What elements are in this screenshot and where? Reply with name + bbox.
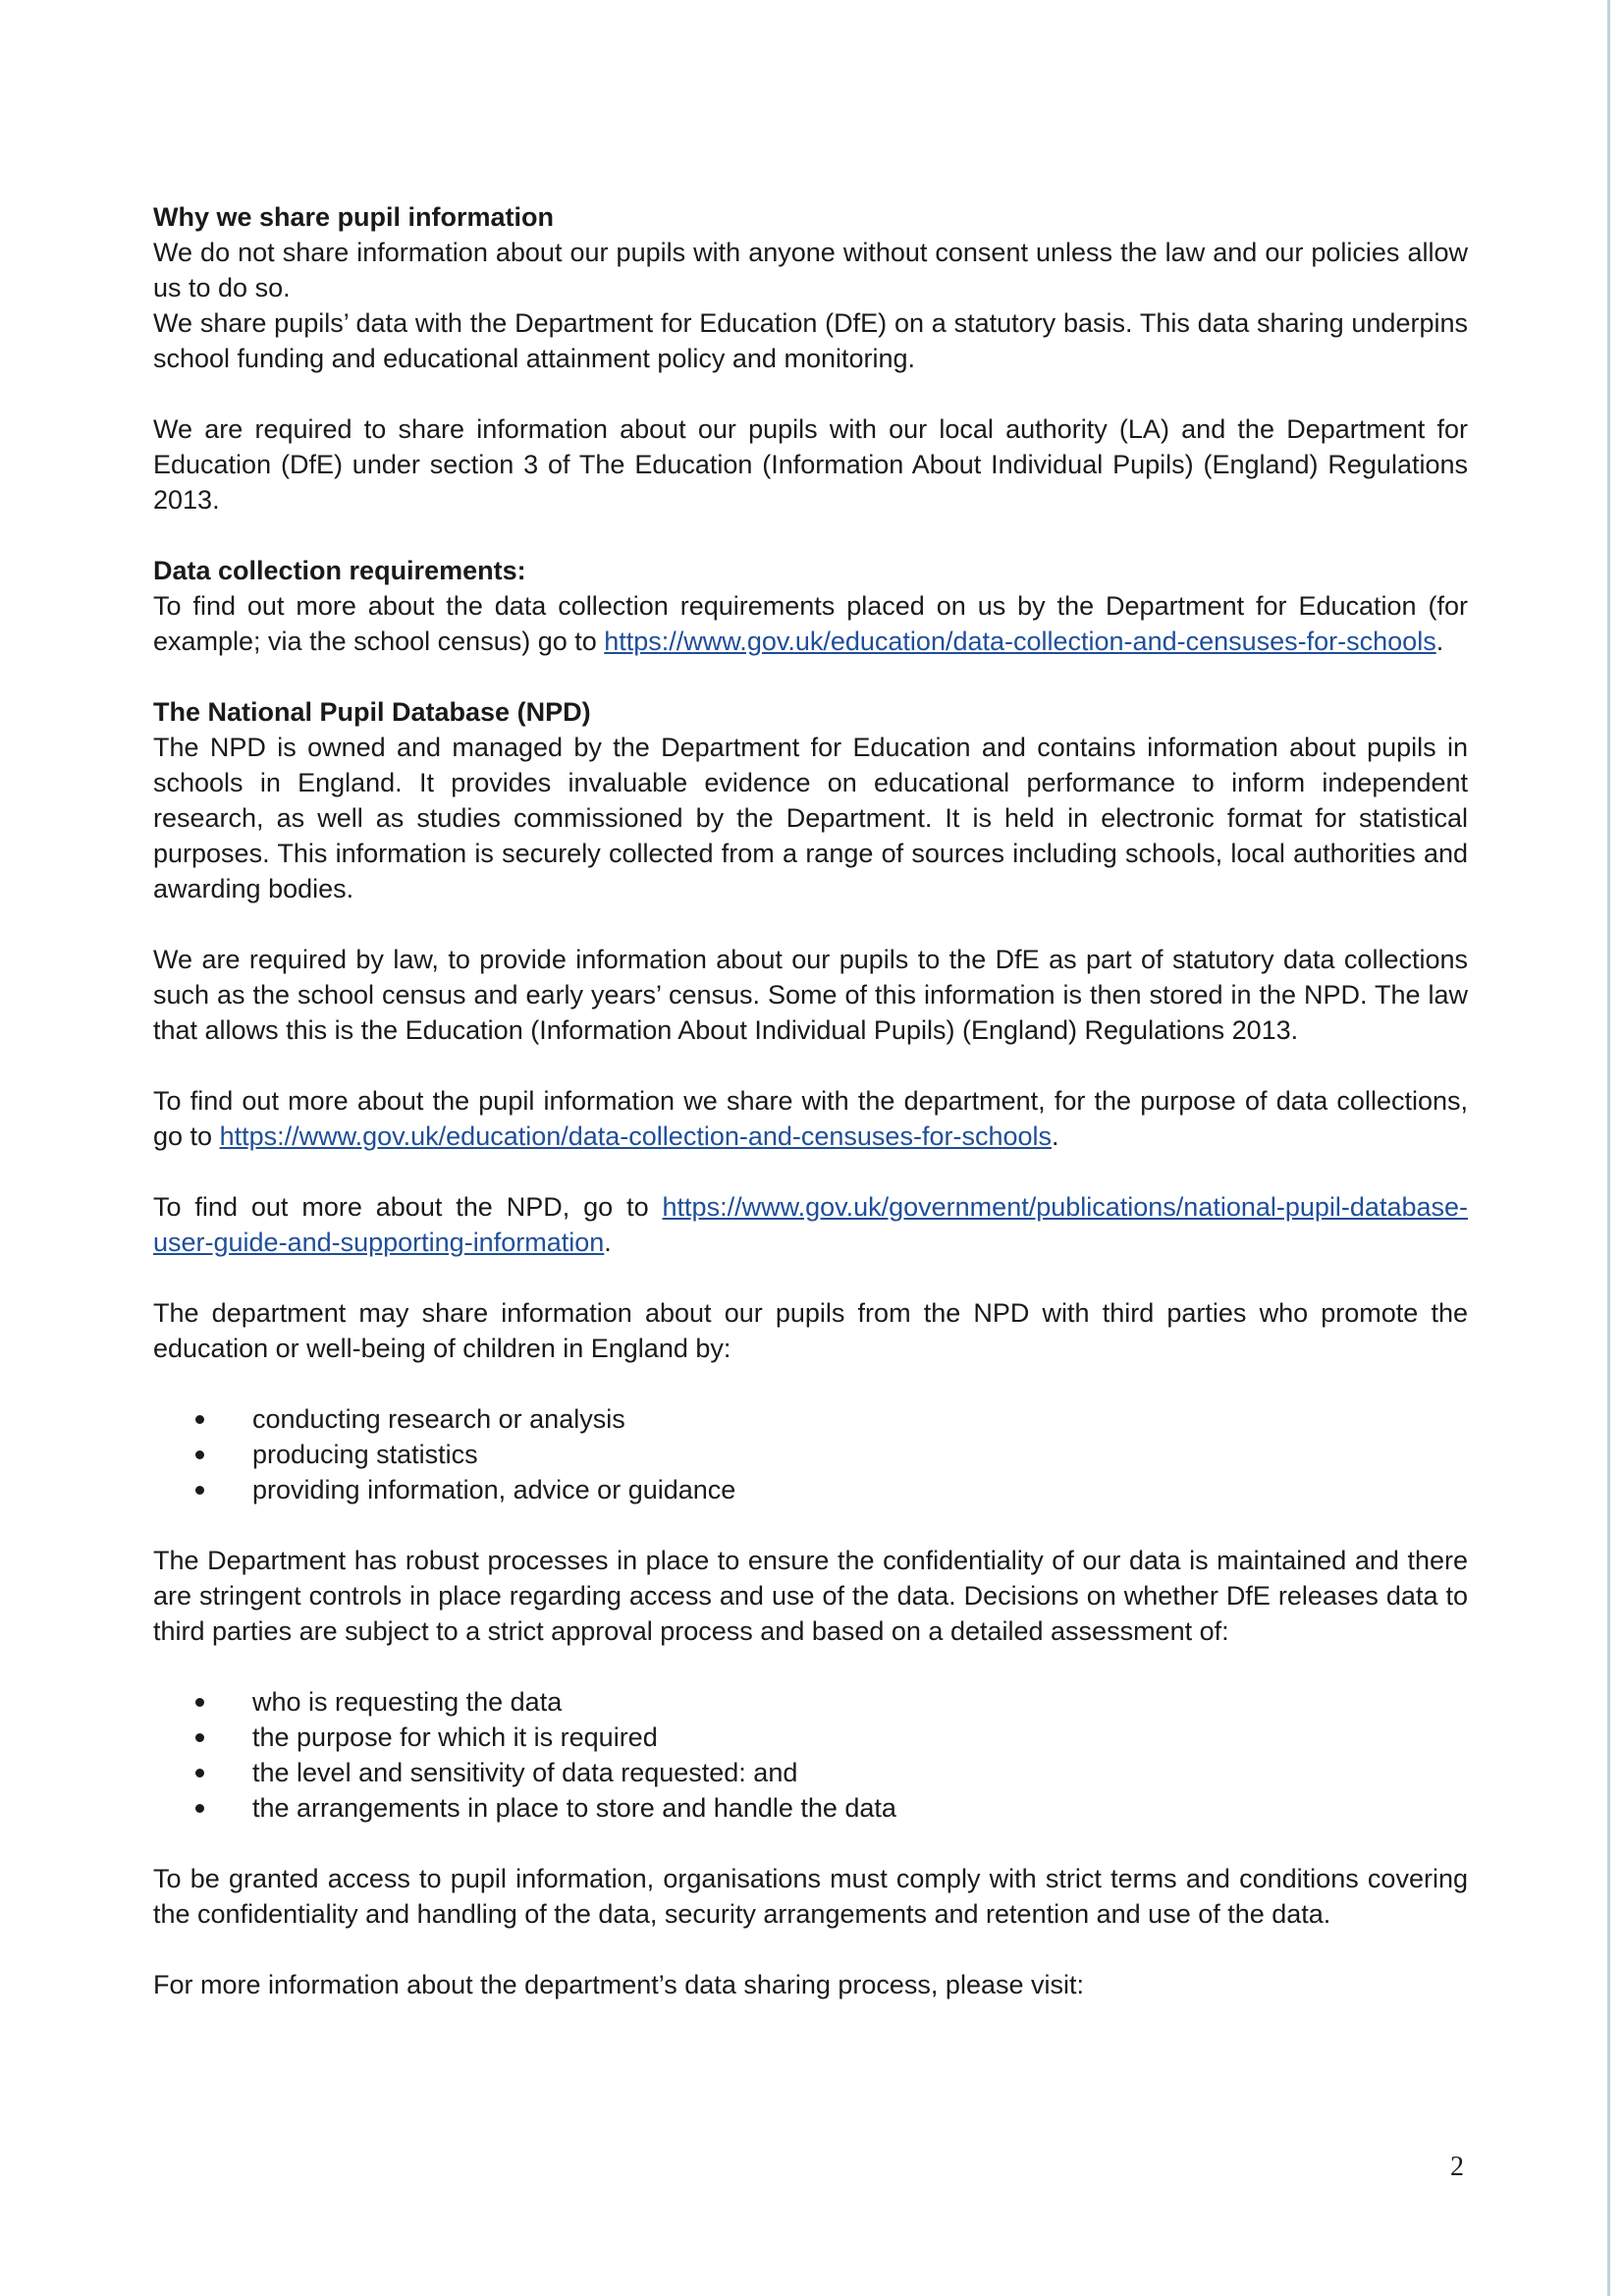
paragraph: We are required to share information about our pupils with our local authority (LA) and the Department for Education (DfE) under section 3 of The Education (Information About Individual Pupils) (England) Regulations 2013. (153, 414, 1468, 515)
list-item-text: the arrangements in place to store and handle the data (252, 1793, 896, 1823)
bullet-icon (195, 1415, 204, 1424)
list-item-text: conducting research or analysis (252, 1404, 625, 1434)
link-data-collection-censuses[interactable]: https://www.gov.uk/education/data-collection-and-censuses-for-schools (219, 1121, 1052, 1151)
list-item (153, 1437, 1468, 1472)
list-item (153, 1755, 1468, 1790)
bullet-icon (195, 1733, 204, 1742)
paragraph: We do not share information about our pupils with anyone without consent unless the law and our policies allow us to do so. (153, 238, 1468, 302)
paragraph: To be granted access to pupil information, organisations must comply with strict terms and conditions covering the confidentiality and handling of the data, security arrangements and retention and use of the data. (153, 1864, 1468, 1929)
list-item-text: providing information, advice or guidance (252, 1475, 736, 1504)
paragraph (153, 1083, 1468, 1154)
paragraph: We are required by law, to provide information about our pupils to the DfE as part of statutory data collections such as the school census and early years’ census. Some of this information is then stored in the NPD. The law that allows this is the Education (Information About Individual Pupils) (England) Regulations 2013. (153, 945, 1468, 1045)
paragraph: We share pupils’ data with the Department for Education (DfE) on a statutory basis. This data sharing underpins school funding and educational attainment policy and monitoring. (153, 308, 1468, 373)
bullet-list-assessment-criteria (153, 1684, 1468, 1826)
list-item-text: the level and sensitivity of data requested: and (252, 1758, 798, 1787)
bullet-icon (195, 1804, 204, 1813)
list-item-text: the purpose for which it is required (252, 1722, 658, 1752)
list-item (153, 1790, 1468, 1826)
paragraph: For more information about the department’s data sharing process, please visit: (153, 1970, 1084, 1999)
list-item-text: producing statistics (252, 1440, 478, 1469)
list-item (153, 1684, 1468, 1720)
paragraph-text: To find out more about the pupil information we share with the department, for the purpose of data collections, go to (153, 1086, 1468, 1151)
bullet-icon (195, 1698, 204, 1707)
bullet-icon (195, 1486, 204, 1495)
paragraph: The NPD is owned and managed by the Department for Education and contains information about pupils in schools in England. It provides invaluable evidence on educational performance to inform independent research, as well as studies commissioned by the Department. It is held in electronic format for statistical purposes. This information is securely collected from a range of sources including schools, local authorities and awarding bodies. (153, 733, 1468, 903)
paragraph: The department may share information about our pupils from the NPD with third parties who promote the education or well-being of children in England by: (153, 1298, 1468, 1363)
bullet-list-third-party-purposes (153, 1401, 1468, 1507)
page-number: 2 (1450, 2152, 1464, 2182)
punctuation: . (604, 1228, 612, 1257)
heading-why-share: Why we share pupil information (153, 202, 555, 232)
punctuation: . (1435, 627, 1444, 656)
paragraph: The Department has robust processes in place to ensure the confidentiality of our data is maintained and there are stringent controls in place regarding access and use of the data. Decisions on whether DfE releases data to third parties are subject to a strict approval process and based on a detailed assessment of: (153, 1546, 1468, 1646)
list-item-text: who is requesting the data (252, 1687, 563, 1717)
paragraph (153, 1189, 1468, 1260)
list-item (153, 1401, 1468, 1437)
list-item (153, 1720, 1468, 1755)
link-data-collection[interactable]: https://www.gov.uk/education/data-collection-and-censuses-for-schools (604, 627, 1436, 656)
page-edge-line (1607, 0, 1610, 2296)
paragraph-text: To find out more about the data collection requirements placed on us by the Department for Education (for example; via the school census) go to (153, 591, 1468, 656)
heading-npd: The National Pupil Database (NPD) (153, 697, 591, 727)
paragraph (153, 588, 1468, 659)
heading-data-collection: Data collection requirements: (153, 556, 526, 585)
punctuation: . (1052, 1121, 1059, 1151)
paragraph-text: To find out more about the NPD, go to (153, 1192, 663, 1222)
list-item (153, 1472, 1468, 1507)
link-npd-user-guide[interactable]: https://www.gov.uk/government/publications/national-pupil-database-user-guide-and-supporting-information (153, 1192, 1468, 1257)
bullet-icon (195, 1769, 204, 1777)
bullet-icon (195, 1450, 204, 1459)
document-page (153, 199, 1468, 2002)
